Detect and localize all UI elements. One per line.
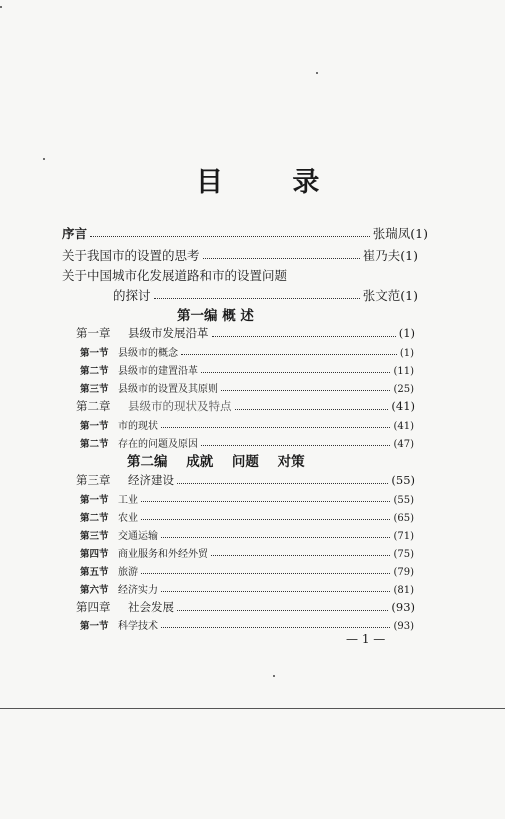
leader-dots	[154, 298, 360, 299]
entry-title: 序言	[62, 226, 88, 241]
chapter-title: 经济建设	[128, 473, 174, 487]
section-page: (75)	[393, 549, 414, 560]
section-entry	[80, 581, 414, 596]
section-page: (65)	[393, 513, 414, 524]
toc-entry	[62, 224, 428, 242]
section-entry	[80, 362, 414, 377]
section-page: (81)	[393, 585, 414, 596]
entry-page: 崔乃夫(1)	[362, 248, 418, 263]
page-title: 目 录	[196, 167, 350, 198]
leader-dots	[201, 445, 390, 446]
entry-title-line1: 关于中国城市化发展道路和市的设置问题	[62, 268, 288, 283]
section-label: 第五节	[80, 567, 109, 578]
entry-title: 关于我国市的设置的思考	[62, 248, 200, 263]
toc-entry	[62, 246, 418, 264]
section-label: 第二节	[80, 439, 109, 450]
leader-dots	[141, 573, 390, 574]
chapter-entry	[76, 325, 415, 341]
section-label: 第六节	[80, 585, 109, 596]
section-title: 交通运输	[118, 531, 158, 542]
page-number: — 1 —	[346, 632, 386, 646]
section-title: 经济实力	[118, 585, 158, 596]
chapter-entry	[76, 472, 415, 488]
section-label: 第一节	[80, 495, 109, 506]
toc-entry	[113, 286, 418, 304]
section-page: (47)	[393, 439, 414, 450]
leader-dots	[201, 372, 390, 373]
leader-dots	[161, 627, 390, 628]
chapter-title: 县级市发展沿革	[128, 326, 209, 340]
entry-page: 张文范(1)	[362, 288, 418, 303]
leader-dots	[161, 591, 390, 592]
section-label: 第一节	[80, 421, 109, 432]
section-page: (41)	[393, 421, 414, 432]
bottom-rule	[0, 708, 505, 709]
section-entry	[80, 344, 414, 359]
section-page: (55)	[393, 495, 414, 506]
entry-title-line2: 的探讨	[113, 288, 151, 303]
section-page: (71)	[393, 531, 414, 542]
chapter-page: (55)	[391, 473, 415, 487]
part-heading: 第一编 概 述	[177, 308, 254, 324]
section-title: 商业服务和外经外贸	[118, 549, 208, 560]
section-label: 第三节	[80, 531, 109, 542]
leader-dots	[181, 354, 397, 355]
leader-dots	[141, 501, 390, 502]
scan-speck	[43, 158, 45, 160]
leader-dots	[161, 537, 390, 538]
chapter-label: 第三章	[76, 473, 111, 487]
section-page: (1)	[399, 348, 414, 359]
section-entry	[80, 509, 414, 524]
section-page: (11)	[393, 366, 414, 377]
chapter-title: 社会发展	[128, 600, 174, 614]
section-entry	[80, 545, 414, 560]
chapter-label: 第二章	[76, 399, 111, 413]
leader-dots	[221, 390, 390, 391]
section-entry	[80, 380, 414, 395]
section-page: (79)	[393, 567, 414, 578]
section-title: 科学技术	[118, 621, 158, 632]
section-label: 第四节	[80, 549, 109, 560]
section-page: (25)	[393, 384, 414, 395]
chapter-entry	[76, 599, 415, 615]
section-label: 第一节	[80, 621, 109, 632]
leader-dots	[141, 519, 390, 520]
section-entry	[80, 417, 414, 432]
section-entry	[80, 527, 414, 542]
chapter-title: 县级市的现状及特点	[128, 399, 232, 413]
chapter-label: 第四章	[76, 600, 111, 614]
leader-dots	[90, 236, 370, 237]
section-entry	[80, 563, 414, 578]
scan-speck	[316, 72, 318, 74]
scan-speck	[0, 6, 2, 8]
leader-dots	[212, 336, 396, 337]
chapter-page: (41)	[391, 399, 415, 413]
section-title: 县级市的概念	[118, 348, 178, 359]
section-entry	[80, 617, 414, 632]
section-title: 县级市的设置及其原则	[118, 384, 218, 395]
section-label: 第三节	[80, 384, 109, 395]
entry-page: 张瑞凤(1)	[372, 226, 428, 241]
leader-dots	[235, 409, 389, 410]
section-label: 第二节	[80, 513, 109, 524]
section-title: 工业	[118, 495, 138, 506]
leader-dots	[177, 483, 388, 484]
chapter-entry	[76, 398, 415, 414]
section-label: 第一节	[80, 348, 109, 359]
section-title: 存在的问题及原因	[118, 439, 198, 450]
part-heading: 第二编 成就 问题 对策	[127, 454, 305, 470]
section-title: 市的现状	[118, 421, 158, 432]
chapter-label: 第一章	[76, 326, 111, 340]
section-entry	[80, 435, 414, 450]
section-label: 第二节	[80, 366, 109, 377]
section-page: (93)	[393, 621, 414, 632]
leader-dots	[203, 258, 360, 259]
section-entry	[80, 491, 414, 506]
section-title: 农业	[118, 513, 138, 524]
chapter-page: (1)	[398, 326, 415, 340]
leader-dots	[161, 427, 390, 428]
leader-dots	[177, 610, 388, 611]
leader-dots	[211, 555, 390, 556]
section-title: 县级市的建置沿革	[118, 366, 198, 377]
section-title: 旅游	[118, 567, 138, 578]
scan-speck	[273, 675, 275, 677]
chapter-page: (93)	[391, 600, 415, 614]
